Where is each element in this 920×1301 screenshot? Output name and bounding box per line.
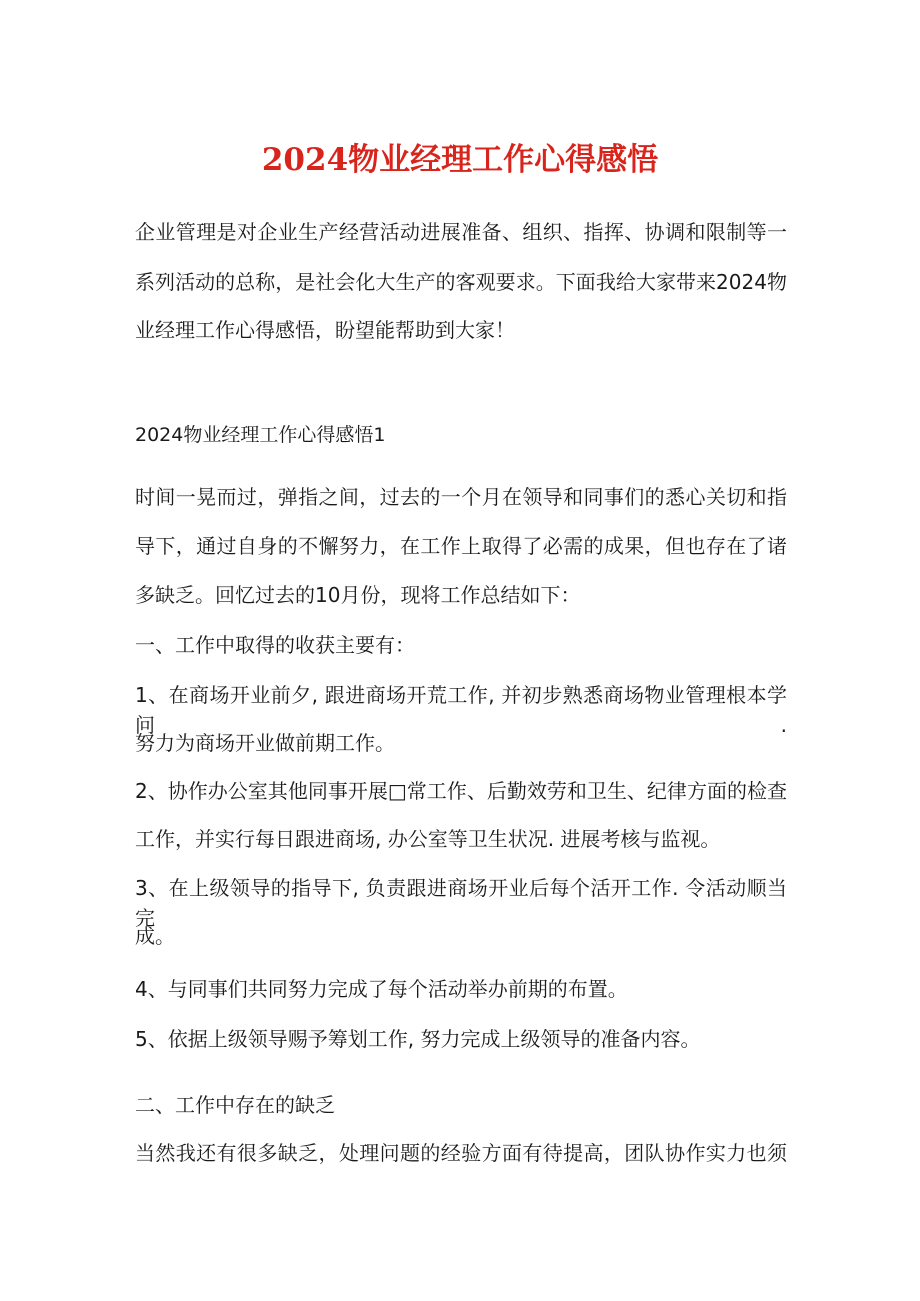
list-item-line: 1、在商场开业前夕, 跟进商场开荒工作, 并初步熟悉商场物业管理根本学问.	[135, 683, 787, 737]
list-item-line: 成。	[135, 924, 175, 948]
list-item-line: 3、在上级领导的指导下, 负责跟进商场开业后每个活开工作. 令活动顺当完	[135, 876, 787, 930]
list-item-line: 5、依据上级领导赐予筹划工作, 努力完成上级领导的准备内容。	[135, 1027, 701, 1051]
document-title: 2024物业经理工作心得感悟	[261, 142, 659, 178]
intro-line: 系列活动的总称，是社会化大生产的客观要求。下面我给大家带来2024物	[135, 270, 787, 294]
list-item-line: 2、协作办公室其他同事开展□常工作、后勤效劳和卫生、纪律方面的检查	[135, 779, 787, 803]
part-heading: 二、工作中存在的缺乏	[135, 1093, 335, 1117]
paragraph-line: 导下，通过自身的不懈努力，在工作上取得了必需的成果，但也存在了诸	[135, 534, 787, 558]
part-heading: 一、工作中取得的收获主要有：	[135, 633, 415, 657]
intro-line: 业经理工作心得感悟，盼望能帮助到大家！	[135, 318, 515, 342]
intro-line: 企业管理是对企业生产经营活动进展准备、组织、指挥、协调和限制等一	[135, 220, 787, 244]
list-item-line: 工作，并实行每日跟进商场, 办公室等卫生状况. 进展考核与监视。	[135, 827, 721, 851]
list-item-line: 4、与同事们共同努力完成了每个活动举办前期的布置。	[135, 977, 628, 1001]
list-item-line: 努力为商场开业做前期工作。	[135, 731, 395, 755]
paragraph-line: 多缺乏。回忆过去的10月份，现将工作总结如下：	[135, 583, 581, 607]
paragraph-line: 时间一晃而过，弹指之间，过去的一个月在领导和同事们的悉心关切和指	[135, 485, 787, 509]
section-heading: 2024物业经理工作心得感悟1	[135, 424, 386, 446]
paragraph-line: 当然我还有很多缺乏，处理问题的经验方面有待提高，团队协作实力也须	[135, 1141, 787, 1165]
